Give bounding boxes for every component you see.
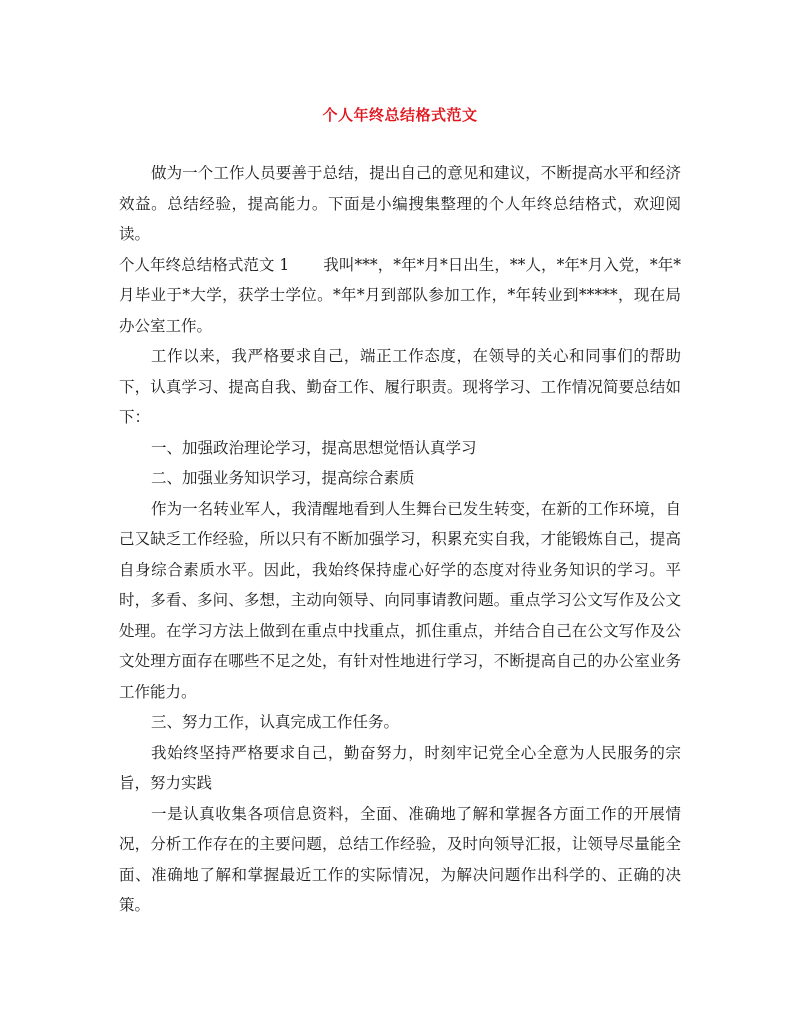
paragraph-point-1: 一是认真收集各项信息资料，全面、准确地了解和掌握各方面工作的开展情况，分析工作存在的主要问题，总结工作经验，及时向领导汇报，让领导尽量能全面、准确地了解和掌握最近工作的实际情况，为解决问题作出科学的、正确的决策。	[119, 804, 681, 914]
paragraph-sample	[119, 250, 681, 342]
paragraph-work-overview: 工作以来，我严格要求自己，端正工作态度，在领导的关心和同事们的帮助下，认真学习、提高自我、勤奋工作、履行职责。现将学习、工作情况简要总结如下：	[119, 347, 681, 426]
paragraph-section2-body: 作为一名转业军人，我清醒地看到人生舞台已发生转变，在新的工作环境，自己又缺乏工作经验，所以只有不断加强学习，积累充实自我，才能锻炼自己，提高自身综合素质水平。因此，我始终保持虚心好学的态度对待业务知识的学习。平时，多看、多问、多想，主动向领导、向同事请教问题。重点学习公文写作及公文处理。在学习方法上做到在重点中找重点，抓住重点，并结合自己在公文写作及公文处理方面存在哪些不足之处，有针对性地进行学习，不断提高自己的办公室业务工作能力。	[119, 499, 681, 701]
paragraph-section3-body: 我始终坚持严格要求自己，勤奋努力，时刻牢记党全心全意为人民服务的宗旨，努力实践	[119, 743, 681, 792]
page-title: 个人年终总结格式范文	[322, 106, 478, 124]
section-heading-2: 二、加强业务知识学习，提高综合素质	[151, 469, 415, 487]
section-heading-3: 三、努力工作，认真完成工作任务。	[151, 713, 400, 731]
paragraph-intro: 做为一个工作人员要善于总结，提出自己的意见和建议，不断提高水平和经济效益。总结经验，提高能力。下面是小编搜集整理的个人年终总结格式，欢迎阅读。	[119, 164, 681, 243]
document-body	[119, 158, 681, 921]
sample-intro: 我叫***，*年*月*日出生，**人，*年*月入党，*年*月毕业于*大学，获学士学位。*年*月到部队参加工作，*年转业到*****，现在局办公室工作。	[119, 255, 681, 335]
sample-heading: 个人年终总结格式范文 1	[119, 255, 290, 274]
section-heading-1: 一、加强政治理论学习，提高思想觉悟认真学习	[151, 438, 477, 457]
